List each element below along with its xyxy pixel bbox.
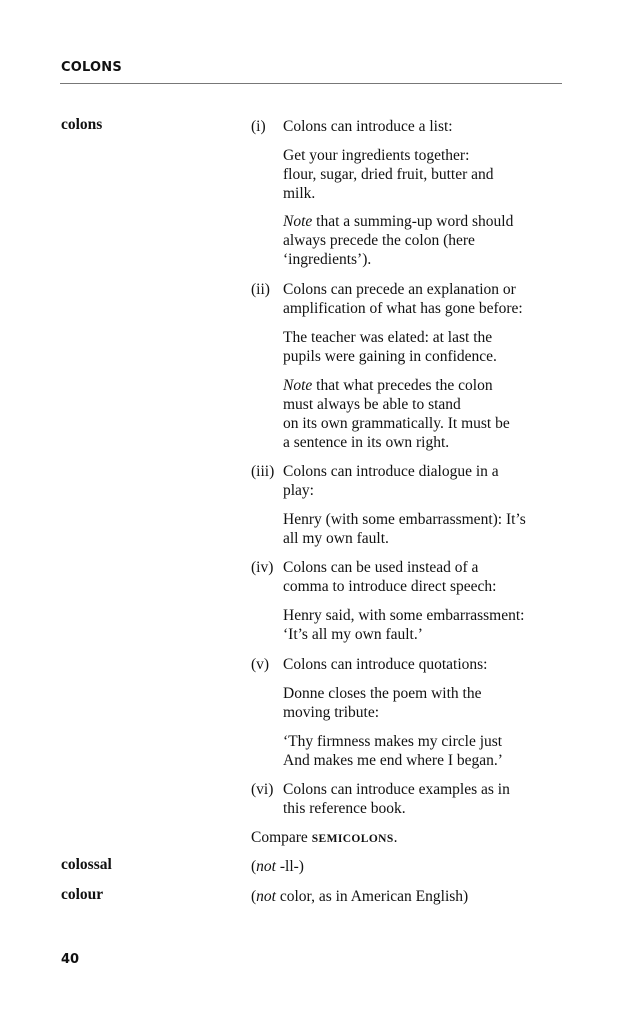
example-line: Get your ingredients together: [283, 147, 470, 164]
running-head: COLONS [61, 60, 122, 75]
example-line: milk. [283, 185, 316, 202]
sense-text-line: amplification of what has gone before: [283, 300, 523, 317]
header-rule [60, 83, 562, 84]
sense-iii [251, 462, 571, 500]
example-line: moving tribute: [283, 704, 380, 721]
example-line: Donne closes the poem with the [283, 685, 482, 702]
sense-number: (iii) [251, 463, 275, 480]
note-line: always precede the colon (here [283, 232, 475, 249]
sense-number: (v) [251, 656, 270, 673]
note-line: ‘ingredients’). [283, 251, 372, 268]
example-iv [283, 606, 573, 644]
sense-text: Colons can introduce quotations: [283, 656, 488, 673]
sense-text-line: Colons can introduce dialogue in a [283, 463, 499, 480]
sense-text-line: Colons can introduce examples as in [283, 781, 510, 798]
note-ii [283, 376, 573, 452]
definition-text: -ll-) [275, 858, 304, 875]
headword-colossal: colossal [61, 856, 112, 873]
example-iii [283, 510, 573, 548]
example-line: Henry said, with some embarrassment: [283, 607, 525, 624]
not-word: not [256, 888, 276, 905]
headword-colons: colons [61, 116, 103, 133]
note-line: on its own grammatically. It must be [283, 415, 510, 432]
sense-number: (i) [251, 118, 266, 135]
sense-i [251, 117, 571, 136]
sense-ii [251, 280, 571, 318]
sense-vi [251, 780, 571, 818]
note-line: a sentence in its own right. [283, 434, 450, 451]
sense-iv [251, 558, 571, 596]
quote-line: ‘Thy firmness makes my circle just [283, 733, 503, 750]
sense-v [251, 655, 571, 674]
sense-text-line: Colons can precede an explanation or [283, 281, 516, 298]
cross-reference: SEMICOLONS [311, 833, 394, 845]
compare-line [251, 828, 571, 849]
sense-text-line: comma to introduce direct speech: [283, 578, 497, 595]
note-text: that what precedes the colon [312, 377, 493, 394]
sense-text-line: play: [283, 482, 314, 499]
sense-number: (iv) [251, 559, 274, 576]
sense-text: Colons can introduce a list: [283, 118, 453, 135]
example-line: ‘It’s all my own fault.’ [283, 626, 423, 643]
paren-open: ( [251, 858, 257, 875]
sense-number: (vi) [251, 781, 274, 798]
example-v [283, 684, 573, 722]
note-line: must always be able to stand [283, 396, 461, 413]
example-line: The teacher was elated: at last the [283, 329, 493, 346]
note-text: that a summing-up word should [312, 213, 514, 230]
note-i [283, 212, 573, 269]
sense-text-line: Colons can be used instead of a [283, 559, 479, 576]
definition-text: color, as in American English) [275, 888, 469, 905]
paren-open: ( [251, 888, 257, 905]
sense-text-line: this reference book. [283, 800, 406, 817]
note-word: Note [283, 377, 313, 394]
quote-line: And makes me end where I began.’ [283, 752, 503, 769]
not-word: not [256, 858, 276, 875]
example-line: Henry (with some embarrassment): It’s [283, 511, 526, 528]
example-line: all my own fault. [283, 530, 389, 547]
note-line [283, 376, 573, 395]
example-i [283, 146, 573, 203]
page-number: 40 [61, 952, 80, 967]
example-line: flour, sugar, dried fruit, butter and [283, 166, 494, 183]
headword-colour: colour [61, 886, 104, 903]
sense-number: (ii) [251, 281, 270, 298]
note-word: Note [283, 213, 313, 230]
compare-end: . [393, 829, 398, 846]
example-line: pupils were gaining in confidence. [283, 348, 497, 365]
definition-colour [251, 887, 571, 906]
example-ii [283, 328, 573, 366]
quote-v [283, 732, 573, 770]
compare-label: Compare [251, 829, 312, 846]
note-line [283, 212, 573, 231]
definition-colossal [251, 857, 571, 876]
